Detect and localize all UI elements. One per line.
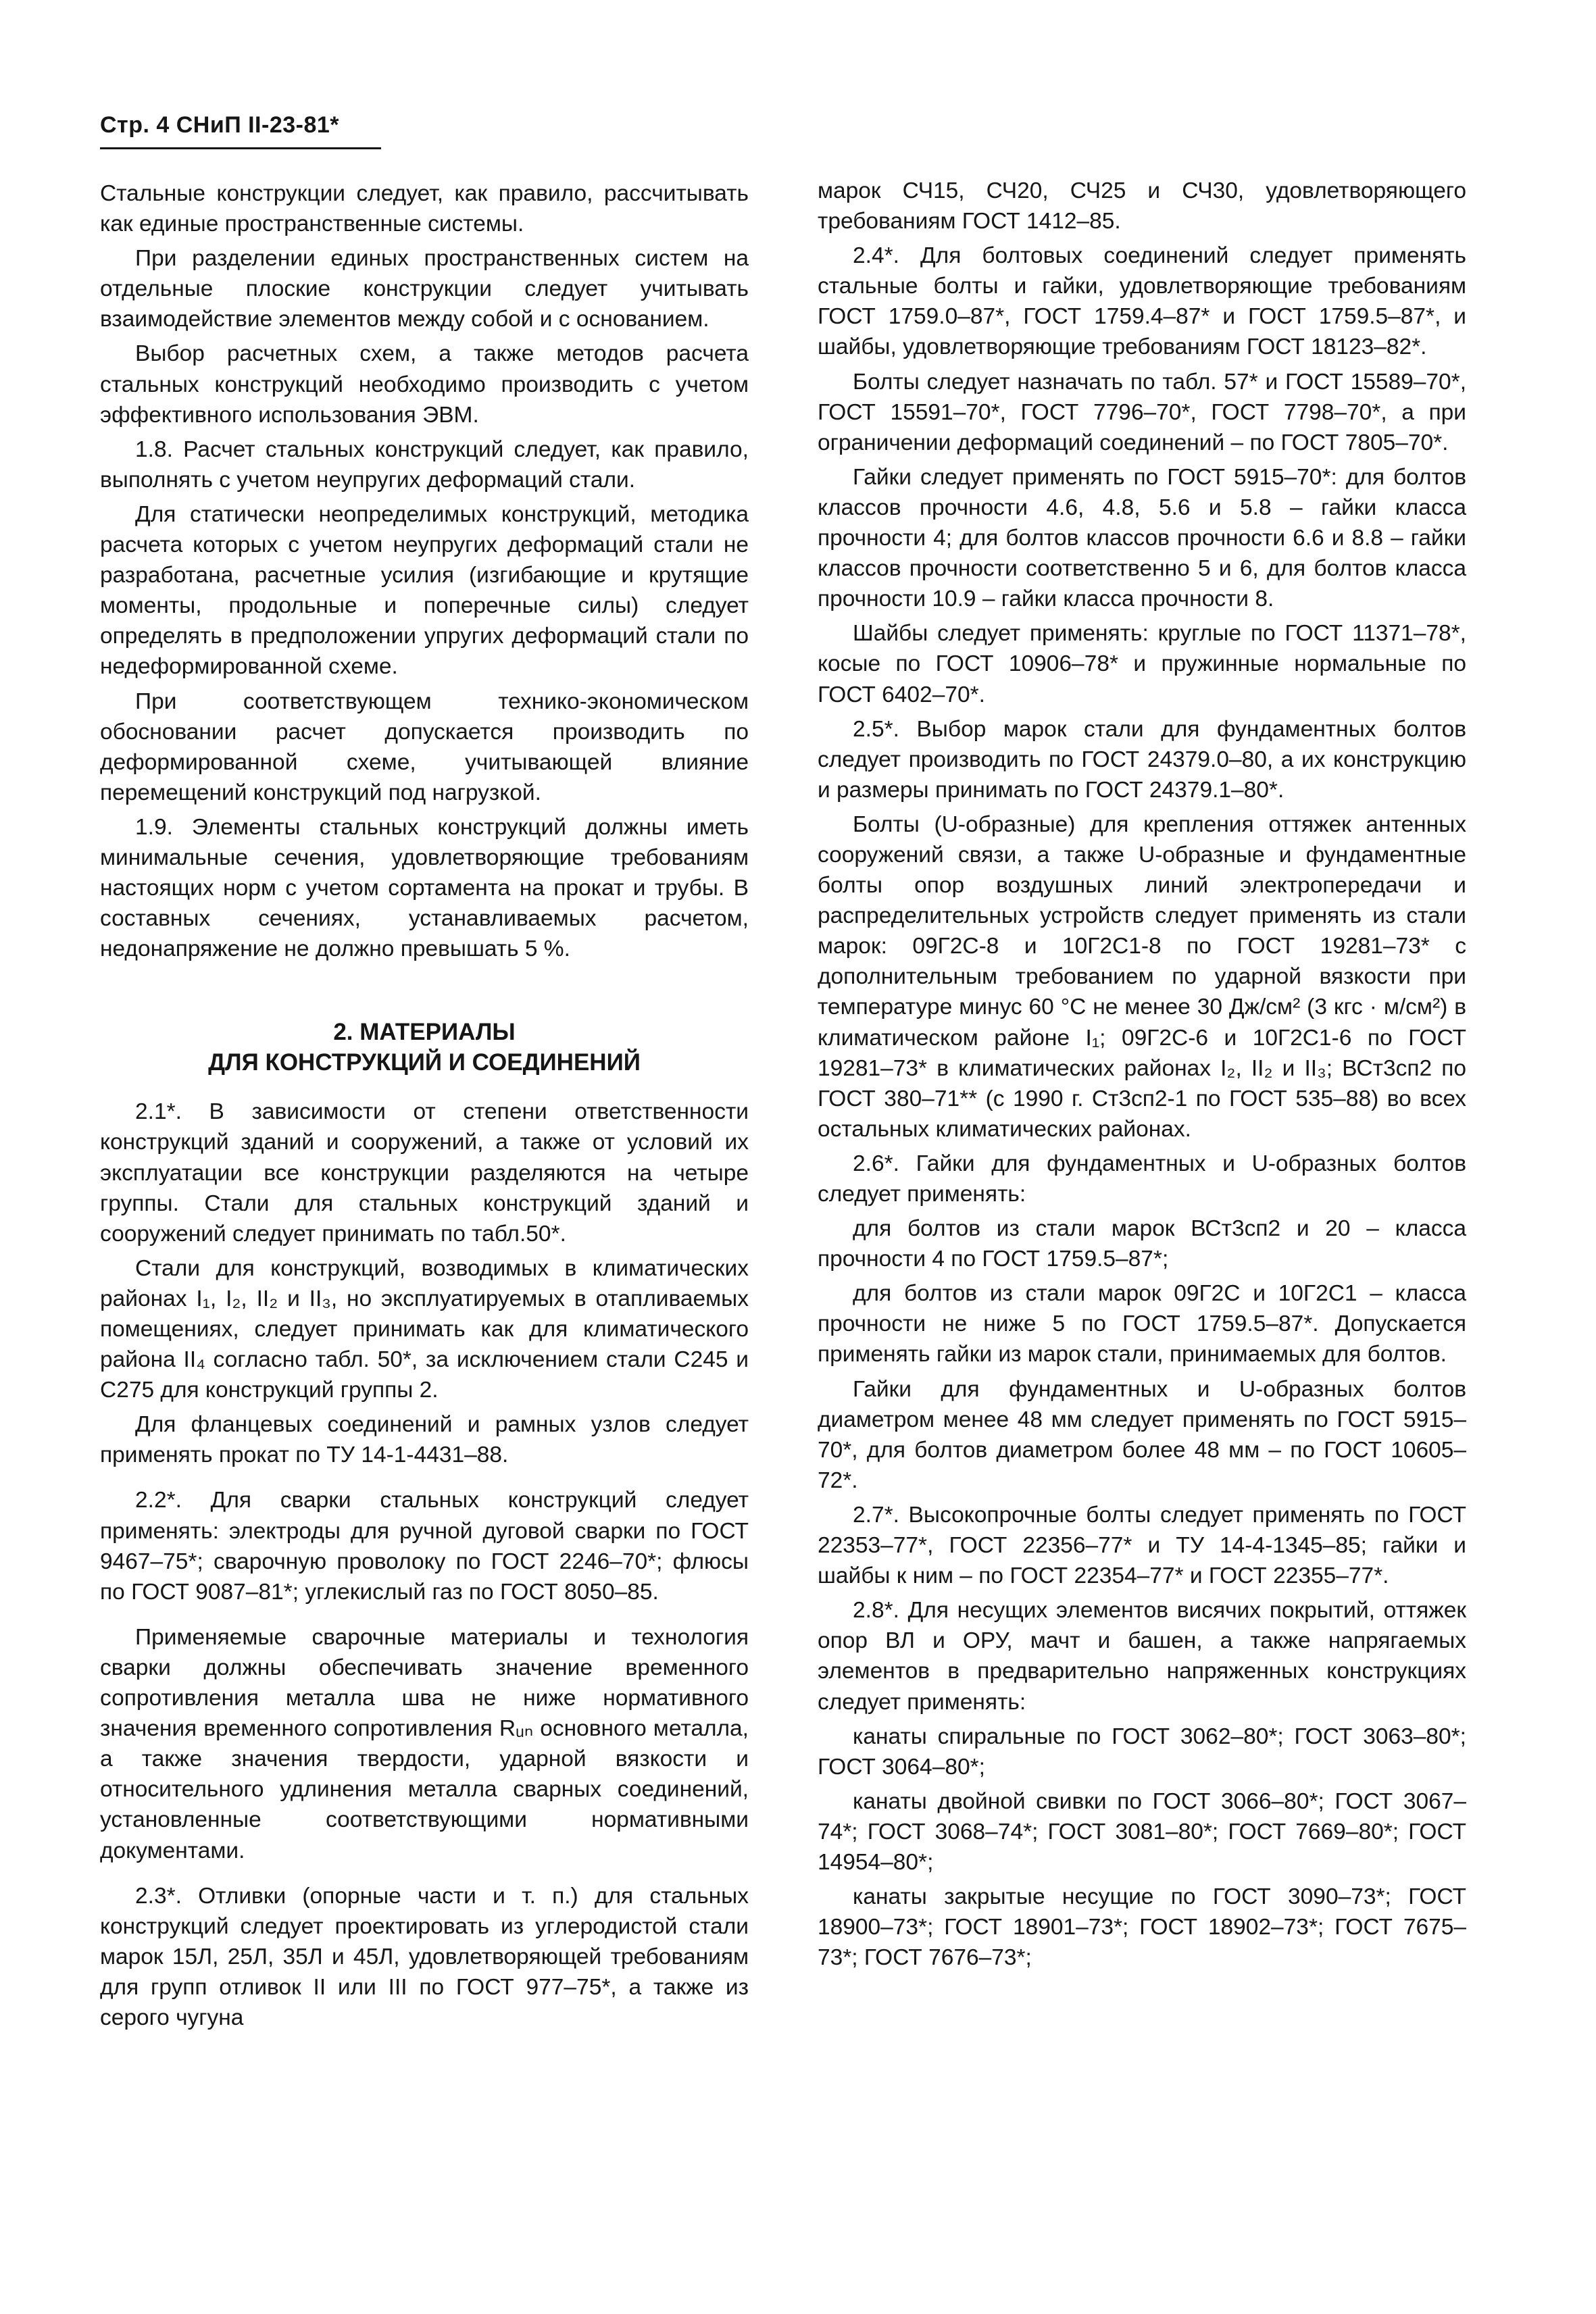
clause-1-9: 1.9. Элементы стальных конструкций должны иметь минимальные сечения, удовлетворяющие требованиям настоящих норм с учетом сортамента на прокат и трубы. В составных сечениях, устанавливаемых расчетом, недонапряжение не должно превышать 5 %. bbox=[100, 814, 749, 962]
clause-1-8: 1.8. Расчет стальных конструкций следует, как правило, выполнять с учетом неупругих деформаций стали. bbox=[100, 436, 749, 493]
paragraph: Шайбы следует применять: круглые по ГОСТ 11371–78*, косые по ГОСТ 10906–78* и пружинные нормальные по ГОСТ 6402–70*. bbox=[818, 621, 1466, 707]
right-column bbox=[818, 176, 1466, 1973]
section-heading-line1: 2. МАТЕРИАЛЫ bbox=[333, 1019, 516, 1046]
paragraph: При разделении единых пространственных систем на отдельные плоские конструкции следует учитывать взаимодействие элементов между собой и с основанием. bbox=[100, 246, 749, 332]
left-column bbox=[100, 178, 749, 2033]
paragraph: для болтов из стали марок ВСт3сп2 и 20 – класса прочности 4 по ГОСТ 1759.5–87*; bbox=[818, 1216, 1466, 1272]
clause-2-7: 2.7*. Высокопрочные болты следует применять по ГОСТ 22353–77*, ГОСТ 22356–77* и ТУ 14-4-1345–85; гайки и шайбы к ним – по ГОСТ 22354–77* и ГОСТ 22355–77*. bbox=[818, 1502, 1466, 1589]
clause-2-5: 2.5*. Выбор марок стали для фундаментных болтов следует производить по ГОСТ 24379.0–80, а их конструкцию и размеры принимать по ГОСТ 24379.1–80*. bbox=[818, 716, 1466, 803]
paragraph: для болтов из стали марок 09Г2С и 10Г2С1 – класса прочности не ниже 5 по ГОСТ 1759.5–87*. Допускается применять гайки из марок стали, принимаемых для болтов. bbox=[818, 1281, 1466, 1367]
clause-2-6: 2.6*. Гайки для фундаментных и U-образных болтов следует применять: bbox=[818, 1151, 1466, 1207]
paragraph: марок СЧ15, СЧ20, СЧ25 и СЧ30, удовлетворяющего требованиям ГОСТ 1412–85. bbox=[818, 178, 1466, 234]
paragraph: Болты следует назначать по табл. 57* и ГОСТ 15589–70*, ГОСТ 15591–70*, ГОСТ 7796–70*, ГОСТ 7798–70*, а при ограничении деформаций соединений – по ГОСТ 7805–70*. bbox=[818, 369, 1466, 455]
paragraph: Гайки для фундаментных и U-образных болтов диаметром менее 48 мм следует применять по ГОСТ 5915–70*, для болтов диаметром более 48 мм – по ГОСТ 10605–72*. bbox=[818, 1376, 1466, 1493]
paragraph: Стальные конструкции следует, как правило, рассчитывать как единые пространственные системы. bbox=[100, 181, 749, 237]
paragraph: При соответствующем технико-экономическом обосновании расчет допускается производить по деформированной схеме, учитывающей влияние перемещений конструкций под нагрузкой. bbox=[100, 688, 749, 805]
paragraph: канаты двойной свивки по ГОСТ 3066–80*; ГОСТ 3067–74*; ГОСТ 3068–74*; ГОСТ 3081–80*; ГОСТ 7669–80*; ГОСТ 14954–80*; bbox=[818, 1788, 1466, 1875]
paragraph: Болты (U-образные) для крепления оттяжек антенных сооружений связи, а также U-образные и фундаментные болты опор воздушных линий электропередачи и распределительных устройств следует применять из стали марок: 09Г2С-8 и 10Г2С1-8 по ГОСТ 19281–73* с дополнительным требованием по ударной вязкости при температуре минус 60 °С не менее 30 Дж/см² (3 кгс · м/см²) в климатическом районе I₁; 09Г2С-6 и 10Г2С1-6 по ГОСТ 19281–73* в климатических районах I₂, II₂ и II₃; ВСт3сп2 по ГОСТ 380–71** (с 1990 г. Ст3сп2-1 по ГОСТ 535–88) во всех остальных климатических районах. bbox=[818, 811, 1466, 1142]
paragraph: канаты закрытые несущие по ГОСТ 3090–73*; ГОСТ 18900–73*; ГОСТ 18901–73*; ГОСТ 18902–73*; ГОСТ 7675–73*; ГОСТ 7676–73*; bbox=[818, 1884, 1466, 1971]
paragraph: канаты спиральные по ГОСТ 3062–80*; ГОСТ 3063–80*; ГОСТ 3064–80*; bbox=[818, 1724, 1466, 1780]
paragraph: Применяемые сварочные материалы и технология сварки должны обеспечивать значение временного сопротивления металла шва не ниже нормативного значения временного сопротивления Rᵤₙ основного металла, а также значения твердости, ударной вязкости и относительного удлинения металла сварных соединений, установленные соответствующими нормативными документами. bbox=[100, 1624, 749, 1863]
page-header: Стр. 4 СНиП II-23-81* bbox=[100, 112, 340, 138]
header-rule bbox=[100, 147, 381, 149]
section-heading bbox=[100, 1017, 749, 1078]
paragraph: Выбор расчетных схем, а также методов расчета стальных конструкций необходимо производить с учетом эффективного использования ЭВМ. bbox=[100, 341, 749, 428]
paragraph: Для статически неопределимых конструкций, методика расчета которых с учетом неупругих деформаций стали не разработана, расчетные усилия (изгибающие и крутящие моменты, продольные и поперечные силы) следует определять в предположении упругих деформаций стали по недеформированной схеме. bbox=[100, 501, 749, 680]
clause-2-4: 2.4*. Для болтовых соединений следует применять стальные болты и гайки, удовлетворяющие требованиям ГОСТ 1759.0–87*, ГОСТ 1759.4–87* и ГОСТ 1759.5–87*, и шайбы, удовлетворяющие требованиям ГОСТ 18123–82*. bbox=[818, 243, 1466, 360]
paragraph: Гайки следует применять по ГОСТ 5915–70*: для болтов классов прочности 4.6, 4.8, 5.6 и 5.8 – гайки класса прочности 4; для болтов классов прочности 6.6 и 8.8 – гайки классов прочности соответственно 5 и 6, для болтов класса прочности 10.9 – гайки класса прочности 8. bbox=[818, 464, 1466, 612]
section-heading-line2: ДЛЯ КОНСТРУКЦИЙ И СОЕДИНЕНИЙ bbox=[208, 1049, 641, 1076]
paragraph: Стали для конструкций, возводимых в климатических районах I₁, I₂, II₂ и II₃, но эксплуатируемых в отапливаемых помещениях, следует принимать как для климатического района II₄ согласно табл. 50*, за исключением стали С245 и С275 для конструкций группы 2. bbox=[100, 1255, 749, 1403]
clause-2-8: 2.8*. Для несущих элементов висячих покрытий, оттяжек опор ВЛ и ОРУ, мачт и башен, а также напрягаемых элементов в предварительно напряженных конструкциях следует применять: bbox=[818, 1598, 1466, 1715]
clause-2-3: 2.3*. Отливки (опорные части и т. п.) для стальных конструкций следует проектировать из углеродистой стали марок 15Л, 25Л, 35Л и 45Л, удовлетворяющей требованиям для групп отливок II или III по ГОСТ 977–75*, а также из серого чугуна bbox=[100, 1883, 749, 2030]
clause-2-2: 2.2*. Для сварки стальных конструкций следует применять: электроды для ручной дуговой сварки по ГОСТ 9467–75*; сварочную проволоку по ГОСТ 2246–70*; флюсы по ГОСТ 9087–81*; углекислый газ по ГОСТ 8050–85. bbox=[100, 1488, 749, 1605]
paragraph: Для фланцевых соединений и рамных узлов следует применять прокат по ТУ 14-1-4431–88. bbox=[100, 1412, 749, 1468]
clause-2-1: 2.1*. В зависимости от степени ответственности конструкций зданий и сооружений, а также от условий их эксплуатации все конструкции разделяются на четыре группы. Стали для стальных конструкций зданий и сооружений следует принимать по табл.50*. bbox=[100, 1099, 749, 1247]
